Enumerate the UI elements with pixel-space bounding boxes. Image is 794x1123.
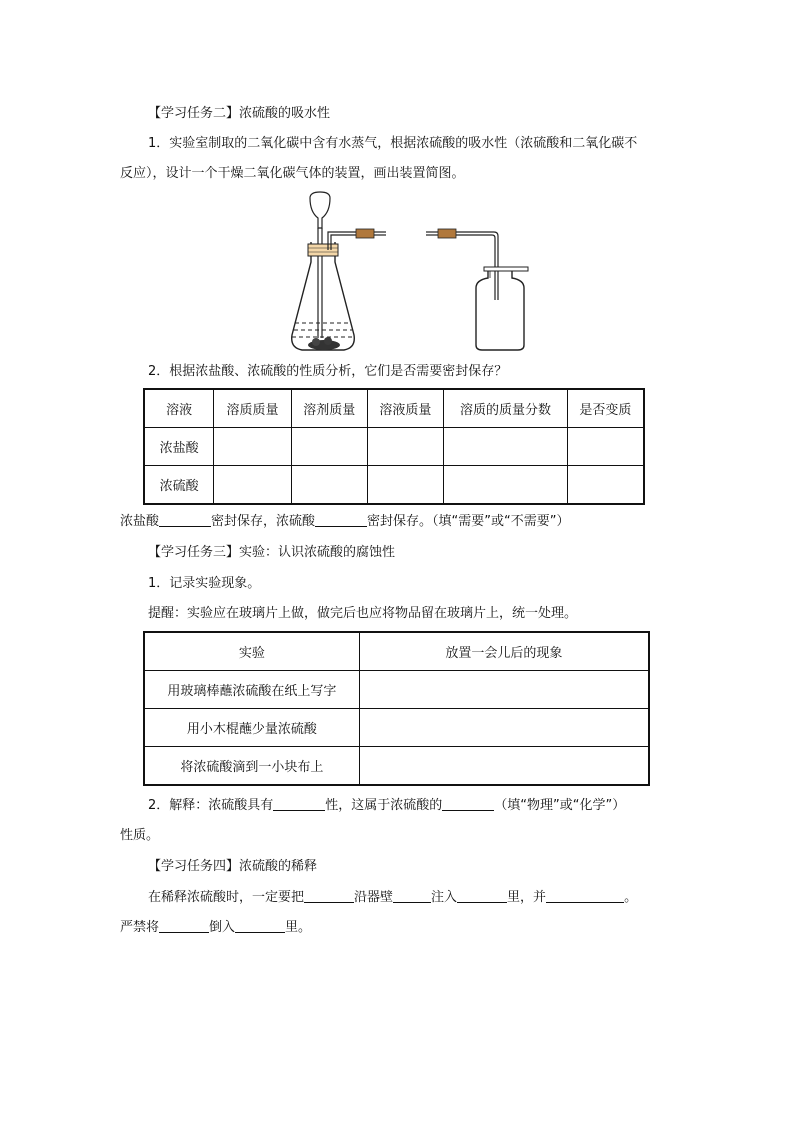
experiment-stick: 用小木棍蘸少量浓硫酸 (144, 709, 359, 747)
corrosion-table (143, 631, 650, 786)
answer-cell[interactable] (444, 466, 567, 505)
experiment-cloth: 将浓硫酸滴到一小块布上 (144, 747, 359, 786)
table-row (144, 428, 644, 466)
dilution-text-8: 里。 (285, 920, 312, 935)
fill-blank[interactable] (457, 888, 507, 903)
explain-text-2: 性，这属于浓硫酸的 (325, 798, 443, 813)
task2-q1-line1: 1．实验室制取的二氧化碳中含有水蒸气，根据浓硫酸的吸水性（浓硫酸和二氧化碳不 (148, 136, 638, 151)
header-mass-fraction: 溶质的质量分数 (444, 389, 567, 428)
dilution-text-4: 里，并 (507, 890, 547, 905)
seal-table (143, 388, 645, 505)
drying-apparatus-diagram (280, 190, 540, 358)
header-phenomenon: 放置一会儿后的现象 (359, 632, 649, 671)
answer-cell[interactable] (291, 428, 367, 466)
seal-text-2: 密封保存，浓硫酸 (211, 514, 316, 529)
task4-heading: 【学习任务四】浓硫酸的稀释 (148, 859, 318, 874)
dilution-text-6: 严禁将 (120, 920, 160, 935)
fill-blank[interactable] (159, 918, 209, 933)
answer-cell[interactable] (444, 428, 567, 466)
header-deteriorate: 是否变质 (567, 389, 644, 428)
answer-cell[interactable] (567, 428, 644, 466)
header-experiment: 实验 (144, 632, 359, 671)
task3-q1: 1．记录实验现象。 (148, 576, 261, 591)
dilution-text-1: 在稀释浓硫酸时，一定要把 (148, 890, 305, 905)
funnel-cup (310, 192, 330, 228)
table-row (144, 747, 649, 786)
table-row (144, 709, 649, 747)
table-row (144, 671, 649, 709)
fill-blank[interactable] (235, 918, 285, 933)
fill-blank[interactable] (315, 512, 367, 527)
answer-cell[interactable] (359, 671, 649, 709)
dilution-sentence (148, 888, 637, 908)
task3-reminder: 提醒：实验应在玻璃片上做，做完后也应将物品留在玻璃片上，统一处理。 (148, 606, 578, 621)
fill-blank[interactable] (393, 888, 431, 903)
dilution-text-5: 。 (624, 890, 638, 905)
explain-sentence (148, 796, 625, 816)
gas-bottle (476, 270, 524, 350)
answer-cell[interactable] (359, 709, 649, 747)
bottle-cover-plate (484, 267, 528, 271)
task3-heading: 【学习任务三】实验：认识浓硫酸的腐蚀性 (148, 545, 396, 560)
fill-blank[interactable] (273, 796, 325, 811)
experiment-paper: 用玻璃棒蘸浓硫酸在纸上写字 (144, 671, 359, 709)
table-header-row (144, 389, 644, 428)
fill-blank[interactable] (159, 512, 211, 527)
answer-cell[interactable] (367, 428, 444, 466)
header-solvent-mass: 溶剂质量 (291, 389, 367, 428)
dilution-text-3: 注入 (431, 890, 458, 905)
answer-cell[interactable] (367, 466, 444, 505)
seal-text-1: 浓盐酸 (120, 514, 160, 529)
row-label-hcl: 浓盐酸 (144, 428, 214, 466)
fill-blank[interactable] (304, 888, 354, 903)
table-header-row (144, 632, 649, 671)
dilution-text-7: 倒入 (209, 920, 236, 935)
conical-flask (292, 242, 355, 350)
task2-q2: 2．根据浓盐酸、浓硫酸的性质分析，它们是否需要密封保存？ (148, 364, 508, 379)
table-row (144, 466, 644, 505)
explain-line2: 性质。 (120, 828, 160, 843)
answer-cell[interactable] (567, 466, 644, 505)
answer-cell[interactable] (359, 747, 649, 786)
explain-text-3: （填“物理”或“化学”） (494, 798, 626, 813)
dilution-text-2: 沿器壁 (354, 890, 394, 905)
answer-cell[interactable] (291, 466, 367, 505)
seal-sentence (120, 512, 569, 532)
seal-text-3: 密封保存。（填“需要”或“不需要”） (367, 514, 570, 529)
rubber-connector-2 (438, 229, 456, 238)
header-solution-mass: 溶液质量 (367, 389, 444, 428)
task2-q1-line2: 反应），设计一个干燥二氧化碳气体的装置，画出装置简图。 (120, 166, 465, 181)
explain-text-1: 2．解释：浓硫酸具有 (148, 798, 274, 813)
answer-cell[interactable] (214, 466, 292, 505)
rubber-stopper (308, 244, 338, 256)
task2-heading: 【学习任务二】浓硫酸的吸水性 (148, 106, 331, 121)
answer-cell[interactable] (214, 428, 292, 466)
header-solute-mass: 溶质质量 (214, 389, 292, 428)
fill-blank[interactable] (546, 888, 624, 903)
rubber-connector-1 (356, 229, 374, 238)
fill-blank[interactable] (442, 796, 494, 811)
dilution-line2 (120, 918, 311, 938)
delivery-tube-2 (456, 232, 498, 300)
row-label-h2so4: 浓硫酸 (144, 466, 214, 505)
header-solution: 溶液 (144, 389, 214, 428)
